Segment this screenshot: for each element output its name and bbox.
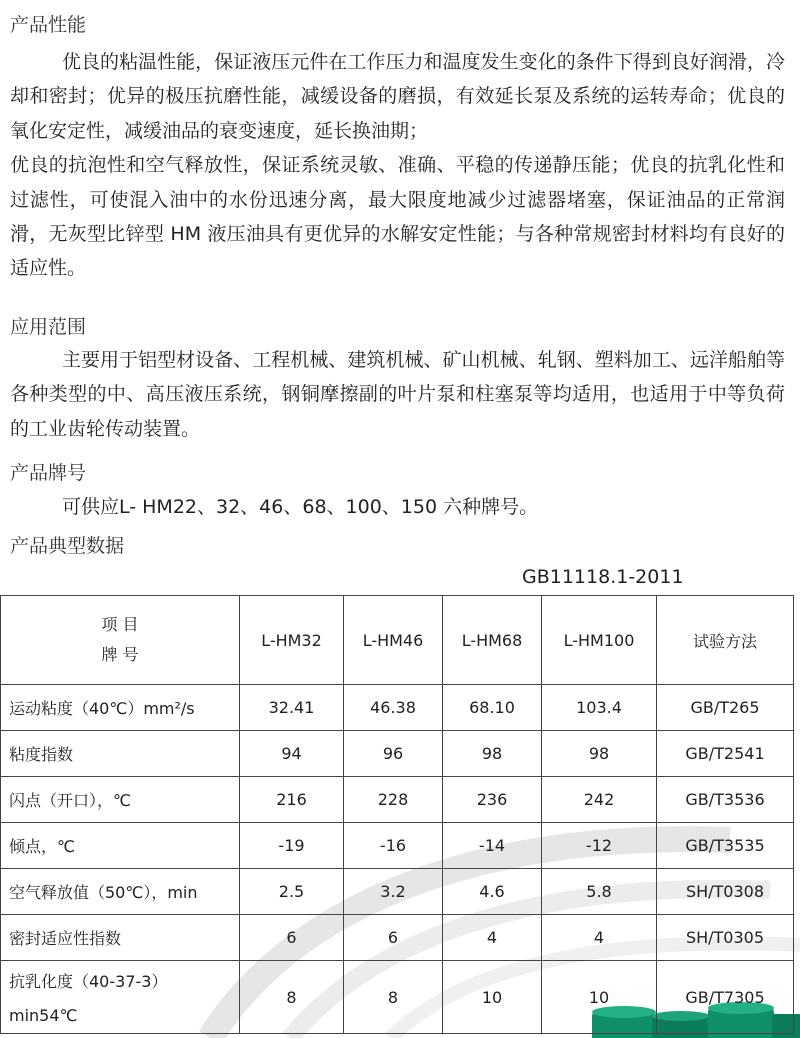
column-header: L-HM32	[240, 596, 344, 685]
table-cell: 98	[443, 731, 542, 777]
row-item: 粘度指数	[1, 731, 240, 777]
table-cell: 3.2	[344, 869, 443, 915]
table-row	[1, 915, 794, 961]
table-row	[1, 731, 794, 777]
table-cell: 10	[443, 961, 542, 1034]
header-grade-label: 牌 号	[101, 645, 139, 664]
table-cell: 103.4	[542, 685, 657, 731]
row-item	[1, 961, 240, 1034]
section-heading-application: 应用范围	[10, 316, 87, 338]
table-cell: 5.8	[542, 869, 657, 915]
table-cell: -16	[344, 823, 443, 869]
row-item: 密封适应性指数	[1, 915, 240, 961]
table-cell: 68.10	[443, 685, 542, 731]
table-cell: 96	[344, 731, 443, 777]
typical-data-table	[0, 595, 794, 1034]
header-item-label: 项 目	[101, 615, 139, 634]
table-cell: -14	[443, 823, 542, 869]
table-cell: 4	[542, 915, 657, 961]
table-cell: 8	[240, 961, 344, 1034]
row-item: 空气释放值（50℃），min	[1, 869, 240, 915]
row-item: 倾点，℃	[1, 823, 240, 869]
table-cell: 94	[240, 731, 344, 777]
column-header: L-HM100	[542, 596, 657, 685]
table-header-row	[1, 596, 794, 685]
row-item: 闪点（开口），℃	[1, 777, 240, 823]
table-cell: 2.5	[240, 869, 344, 915]
column-header: L-HM68	[443, 596, 542, 685]
column-header: L-HM46	[344, 596, 443, 685]
table-cell: 8	[344, 961, 443, 1034]
table-cell: -19	[240, 823, 344, 869]
table-row	[1, 869, 794, 915]
table-cell: GB/T3535	[657, 823, 794, 869]
table-cell: 46.38	[344, 685, 443, 731]
row-item: 运动粘度（40℃）mm²/s	[1, 685, 240, 731]
section-heading-grades: 产品牌号	[10, 462, 87, 484]
table-cell: SH/T0305	[657, 915, 794, 961]
table-cell: 6	[240, 915, 344, 961]
grades-text	[10, 490, 785, 524]
table-cell: 6	[344, 915, 443, 961]
table-row	[1, 823, 794, 869]
table-row	[1, 777, 794, 823]
section-heading-performance: 产品性能	[10, 14, 87, 36]
table-cell: 10	[542, 961, 657, 1034]
standard-number: GB11118.1-2011	[522, 566, 684, 588]
grades-paragraph: 可供应L- HM22、32、46、68、100、150 六种牌号。	[62, 496, 539, 518]
section-heading-typical-data: 产品典型数据	[10, 535, 125, 557]
table-cell: GB/T7305	[657, 961, 794, 1034]
table-cell: -12	[542, 823, 657, 869]
performance-text	[10, 45, 785, 286]
application-paragraph: 主要用于铝型材设备、工程机械、建筑机械、矿山机械、轧钢、塑料加工、远洋船舶等各种类型的中、高压液压系统，钢铜摩擦副的叶片泵和柱塞泵等均适用，也适用于中等负荷的工业齿轮传动装置。	[10, 349, 785, 440]
table-cell: 4	[443, 915, 542, 961]
table-cell: 228	[344, 777, 443, 823]
row-item-line: 抗乳化度（40-37-3）	[9, 972, 168, 991]
table-cell: GB/T265	[657, 685, 794, 731]
row-item-line: min54℃	[9, 1006, 78, 1025]
table-cell: 236	[443, 777, 542, 823]
table-row	[1, 685, 794, 731]
table-cell: GB/T3536	[657, 777, 794, 823]
table-row	[1, 961, 794, 1034]
table-cell: 32.41	[240, 685, 344, 731]
table-cell: SH/T0308	[657, 869, 794, 915]
table-cell: 4.6	[443, 869, 542, 915]
table-cell: 242	[542, 777, 657, 823]
header-item-cell	[1, 596, 240, 685]
table-cell: 98	[542, 731, 657, 777]
table-cell: GB/T2541	[657, 731, 794, 777]
table-cell: 216	[240, 777, 344, 823]
application-text	[10, 343, 785, 446]
column-header: 试验方法	[657, 596, 794, 685]
performance-paragraph-1: 优良的粘温性能，保证液压元件在工作压力和温度发生变化的条件下得到良好润滑，冷却和密封；优异的极压抗磨性能，减缓设备的磨损，有效延长泵及系统的运转寿命；优良的氧化安定性，减缓油品的衰变速度，延长换油期；	[10, 51, 785, 142]
performance-paragraph-2: 优良的抗泡性和空气释放性，保证系统灵敏、准确、平稳的传递静压能；优良的抗乳化性和过滤性，可使混入油中的水份迅速分离，最大限度地减少过滤器堵塞，保证油品的正常润滑，无灰型比锌型 HM 液压油具有更优异的水解安定性能；与各种常规密封材料均有良好的适应性。	[10, 154, 785, 280]
